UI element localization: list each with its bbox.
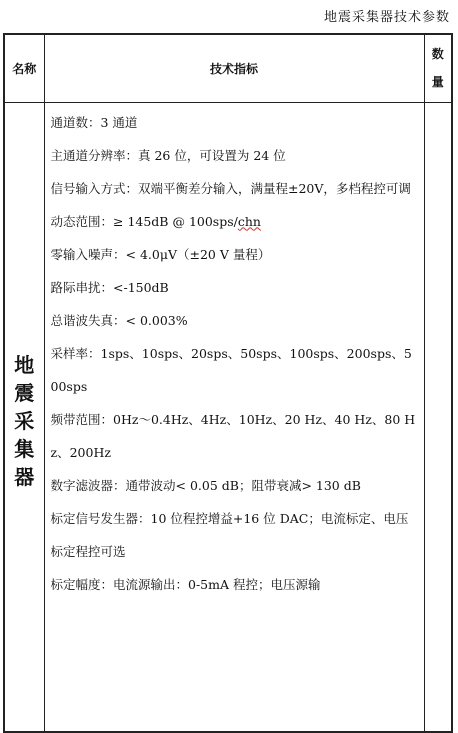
spec-item-noise: 零输入噪声：< 4.0μV（±20 V 量程）	[50, 246, 271, 262]
document-caption: 地震采集器技术参数	[323, 10, 450, 25]
table-row	[4, 102, 452, 732]
spec-item-calibration-amplitude: 标定幅度：电流源输出：0-5mA 程控；电压源输	[50, 576, 321, 592]
spec-item-unit-chn: chn	[237, 213, 261, 229]
spec-item-channels: 通道数：3 通道	[50, 114, 138, 130]
quantity-cell	[424, 102, 452, 732]
spec-item-resolution: 主通道分辨率：真 26 位，可设置为 24 位	[50, 147, 286, 163]
spec-item-calibration-generator: 标定信号发生器：10 位程控增益+16 位 DAC；电流标定、电压标定程控可选	[50, 510, 409, 559]
spec-list-cell	[44, 102, 424, 732]
spec-item-thd: 总谐波失真：< 0.003%	[50, 312, 188, 328]
header-quantity-cell	[424, 34, 452, 102]
spec-item-crosstalk: 路际串扰：<-150dB	[50, 279, 169, 295]
spec-item-sample-rate: 采样率：1sps、10sps、20sps、50sps、100sps、200sps、500sps	[50, 345, 412, 394]
header-quantity-label: 数量	[431, 47, 444, 90]
header-name-cell: 名称	[4, 34, 44, 102]
table-header-row	[4, 34, 452, 102]
spec-item-digital-filter: 数字滤波器：通带波动< 0.05 dB；阻带衰减> 130 dB	[50, 477, 361, 493]
spec-item-bandwidth: 频带范围：0Hz～0.4Hz、4Hz、10Hz、20 Hz、40 Hz、80 Hz、200Hz	[50, 411, 416, 460]
spec-item-dynamic-range: 动态范围：≥ 145dB @ 100sps/chn	[50, 213, 261, 229]
device-name: 地震采集器	[14, 352, 35, 489]
spec-table	[3, 33, 453, 733]
header-spec-cell: 技术指标	[44, 34, 424, 102]
device-name-cell	[4, 102, 44, 732]
spec-item-input-mode: 信号输入方式：双端平衡差分输入，满量程±20V，多档程控可调	[50, 180, 411, 196]
